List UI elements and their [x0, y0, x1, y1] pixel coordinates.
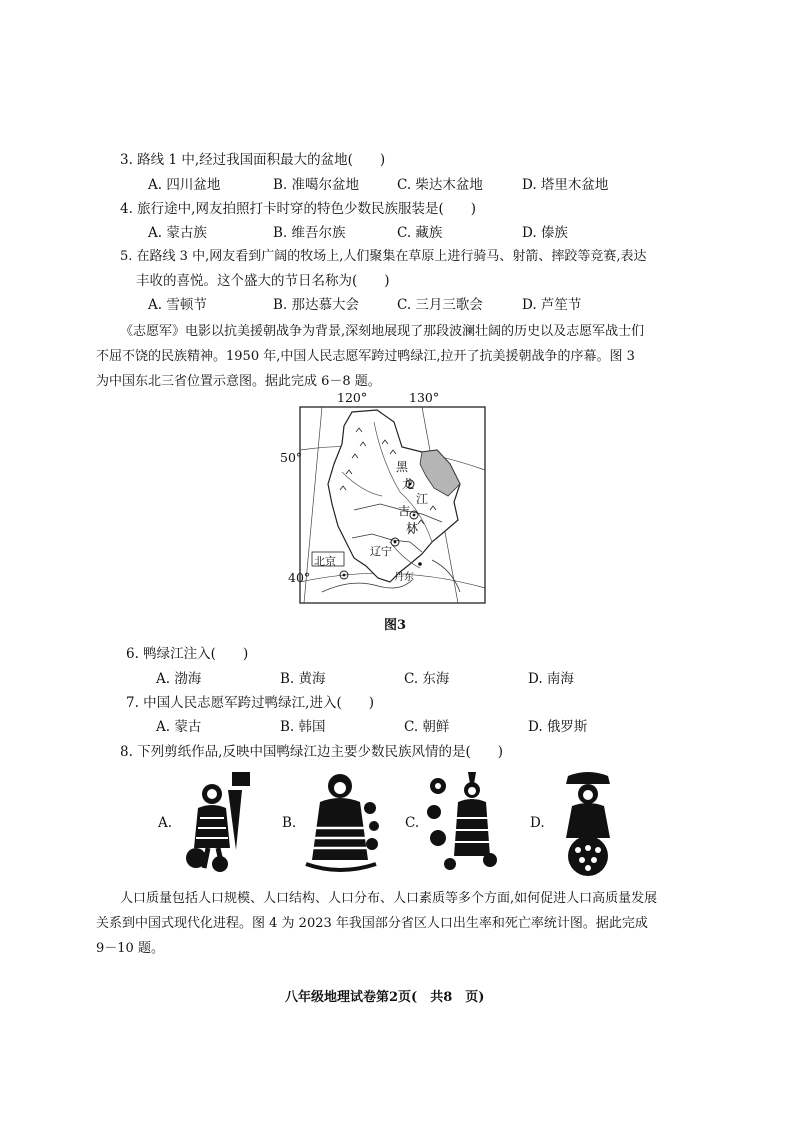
- intro2-line1: 人口质量包括人口规模、人口结构、人口分布、人口素质等多个方面,如何促进人口高质量发展: [120, 891, 658, 906]
- page-footer: 八年级地理试卷第2页( 共8 页): [285, 990, 485, 1005]
- q8-option-d: D.: [530, 815, 545, 831]
- q7-option-a: A. 蒙古: [156, 719, 202, 735]
- q7-option-c: C. 朝鲜: [404, 719, 450, 735]
- papercut-d-image: [548, 768, 632, 876]
- question-4-stem: 4. 旅行途中,网友拍照打卡时穿的特色少数民族服装是( ): [120, 201, 476, 217]
- q5-option-b: B. 那达慕大会: [273, 297, 360, 313]
- northeast-china-map: [282, 392, 492, 607]
- question-7-stem: 7. 中国人民志愿军跨过鸭绿江,进入( ): [126, 695, 374, 711]
- lat-label-40: 40°: [288, 570, 311, 585]
- question-3-stem: 3. 路线 1 中,经过我国面积最大的盆地( ): [120, 152, 386, 168]
- intro1-line2: 不屈不饶的民族精神。1950 年,中国人民志愿军跨过鸭绿江,拉开了抗美援朝战争的序幕。图 3: [96, 349, 635, 364]
- figure-3-caption: 图3: [384, 618, 407, 633]
- question-5-stem-line1: 5. 在路线 3 中,网友看到广阔的牧场上,人们聚集在草原上进行骑马、射箭、摔跤等竞赛,表达: [120, 249, 647, 264]
- label-long: 龙: [402, 477, 415, 491]
- q4-option-d: D. 傣族: [522, 225, 568, 241]
- label-liaoning: 辽宁: [370, 545, 392, 558]
- map-drawing: [282, 392, 492, 607]
- q4-option-b: B. 维吾尔族: [273, 225, 346, 241]
- q6-option-c: C. 东海: [404, 671, 450, 687]
- question-6-stem: 6. 鸭绿江注入( ): [126, 646, 249, 662]
- q5-option-c: C. 三月三歌会: [397, 297, 483, 313]
- label-dandong: 丹东: [394, 572, 414, 583]
- q8-option-a: A.: [158, 815, 173, 831]
- q4-option-a: A. 蒙古族: [148, 225, 207, 241]
- q5-option-d: D. 芦笙节: [522, 297, 582, 313]
- q7-option-b: B. 韩国: [280, 719, 326, 735]
- q3-option-b: B. 准噶尔盆地: [273, 177, 360, 193]
- question-8-stem: 8. 下列剪纸作品,反映中国鸭绿江边主要少数民族风情的是( ): [120, 744, 503, 760]
- q3-option-d: D. 塔里木盆地: [522, 177, 609, 193]
- lon-label-130: 130°: [409, 390, 440, 405]
- papercut-c-image: [424, 768, 508, 876]
- q3-option-a: A. 四川盆地: [148, 177, 221, 193]
- label-hei: 黑: [396, 460, 409, 474]
- q3-option-c: C. 柴达木盆地: [397, 177, 483, 193]
- papercut-b-image: [300, 768, 384, 876]
- q6-option-d: D. 南海: [528, 671, 574, 687]
- label-lin: 林: [406, 521, 419, 535]
- q7-option-d: D. 俄罗斯: [528, 719, 588, 735]
- lat-label-50: 50°: [280, 450, 303, 465]
- q8-option-c: C.: [405, 815, 420, 831]
- papercut-a-image: [180, 768, 264, 876]
- q4-option-c: C. 藏族: [397, 225, 443, 241]
- intro2-line3: 9－10 题。: [96, 941, 164, 956]
- intro1-line1: 《志愿军》电影以抗美援朝战争为背景,深刻地展现了那段波澜壮阔的历史以及志愿军战士们: [120, 324, 645, 339]
- question-5-stem-line2: 丰收的喜悦。这个盛大的节日名称为( ): [136, 273, 390, 289]
- q5-option-a: A. 雪顿节: [148, 297, 207, 313]
- intro2-line2: 关系到中国式现代化进程。图 4 为 2023 年我国部分省区人口出生率和死亡率统计图。据此完成: [96, 916, 648, 931]
- label-beijing: 北京: [314, 555, 336, 568]
- intro1-line3: 为中国东北三省位置示意图。据此完成 6－8 题。: [96, 374, 381, 389]
- q6-option-a: A. 渤海: [156, 671, 202, 687]
- q6-option-b: B. 黄海: [280, 671, 326, 687]
- label-jiang: 江: [416, 492, 429, 506]
- label-ji: 吉: [398, 504, 411, 518]
- q8-option-b: B.: [282, 815, 297, 831]
- lon-label-120: 120°: [337, 390, 368, 405]
